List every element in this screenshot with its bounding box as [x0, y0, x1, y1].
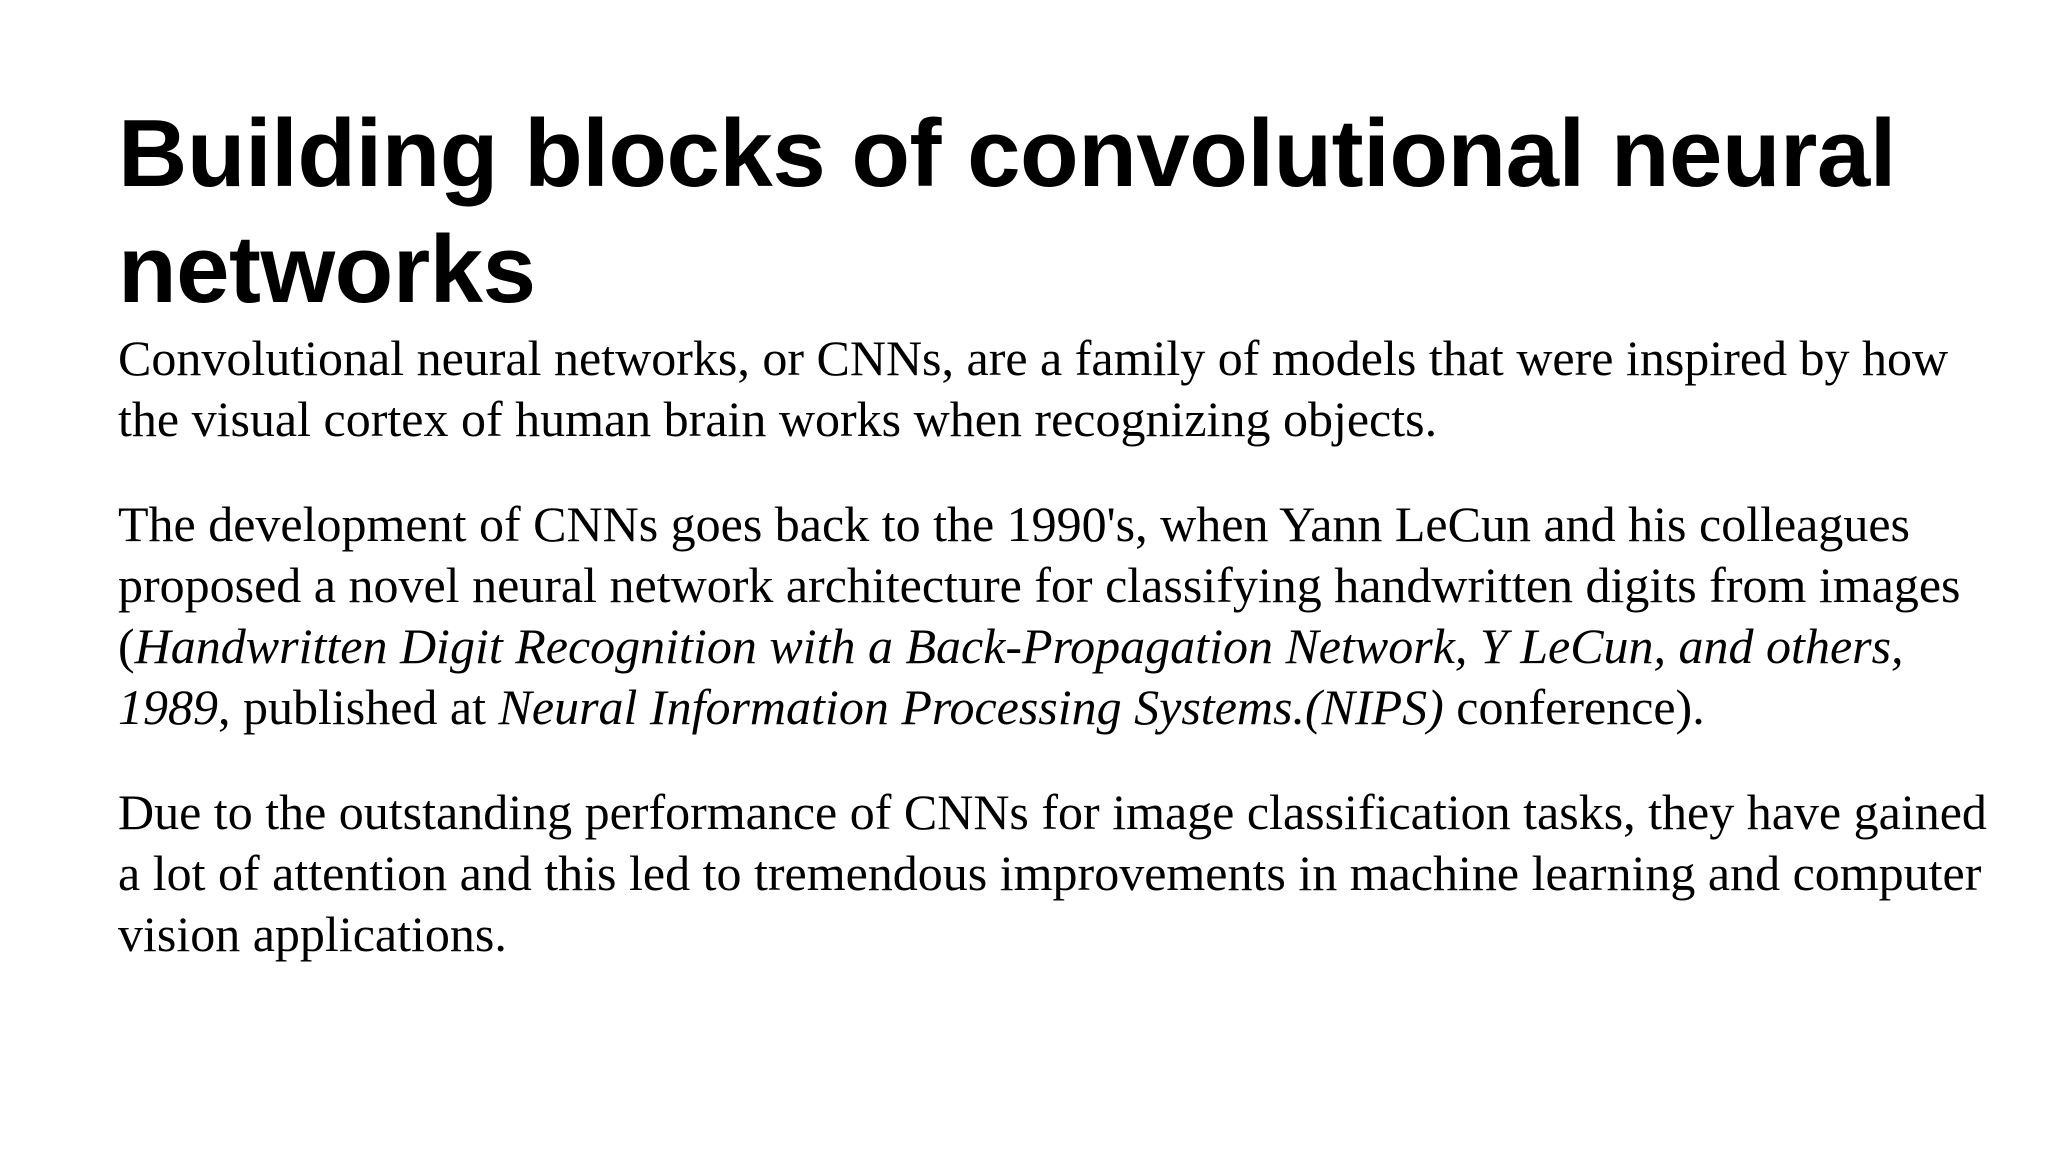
- slide-title: Building blocks of convolutional neural networks: [118, 100, 1896, 323]
- conference-name: Neural Information Processing Systems.(NIPS): [498, 679, 1444, 735]
- paragraph-intro: Convolutional neural networks, or CNNs, are a family of models that were inspired by how the visual cortex of human brain works when recognizing objects.: [118, 330, 1949, 447]
- paragraph-history-text-1: The development of CNNs goes back to the 1990's, when Yann LeCun and his colleagues proposed a novel neural network architecture for classifying handwritten digits from images (: [118, 496, 1961, 674]
- slide-body: [118, 328, 2018, 965]
- paragraph-impact: Due to the outstanding performance of CNNs for image classification tasks, they have gained a lot of attention and this led to tremendous improvements in machine learning and computer vision applications.: [118, 784, 1987, 962]
- paragraph-history-text-2: , published at: [218, 679, 499, 735]
- citation-title: Handwritten Digit Recognition with a Back-Propagation Network, Y LeCun, and others, 1989: [118, 618, 1904, 735]
- paragraph-history-text-3: conference).: [1443, 679, 1705, 735]
- paragraph-history: [118, 494, 2018, 738]
